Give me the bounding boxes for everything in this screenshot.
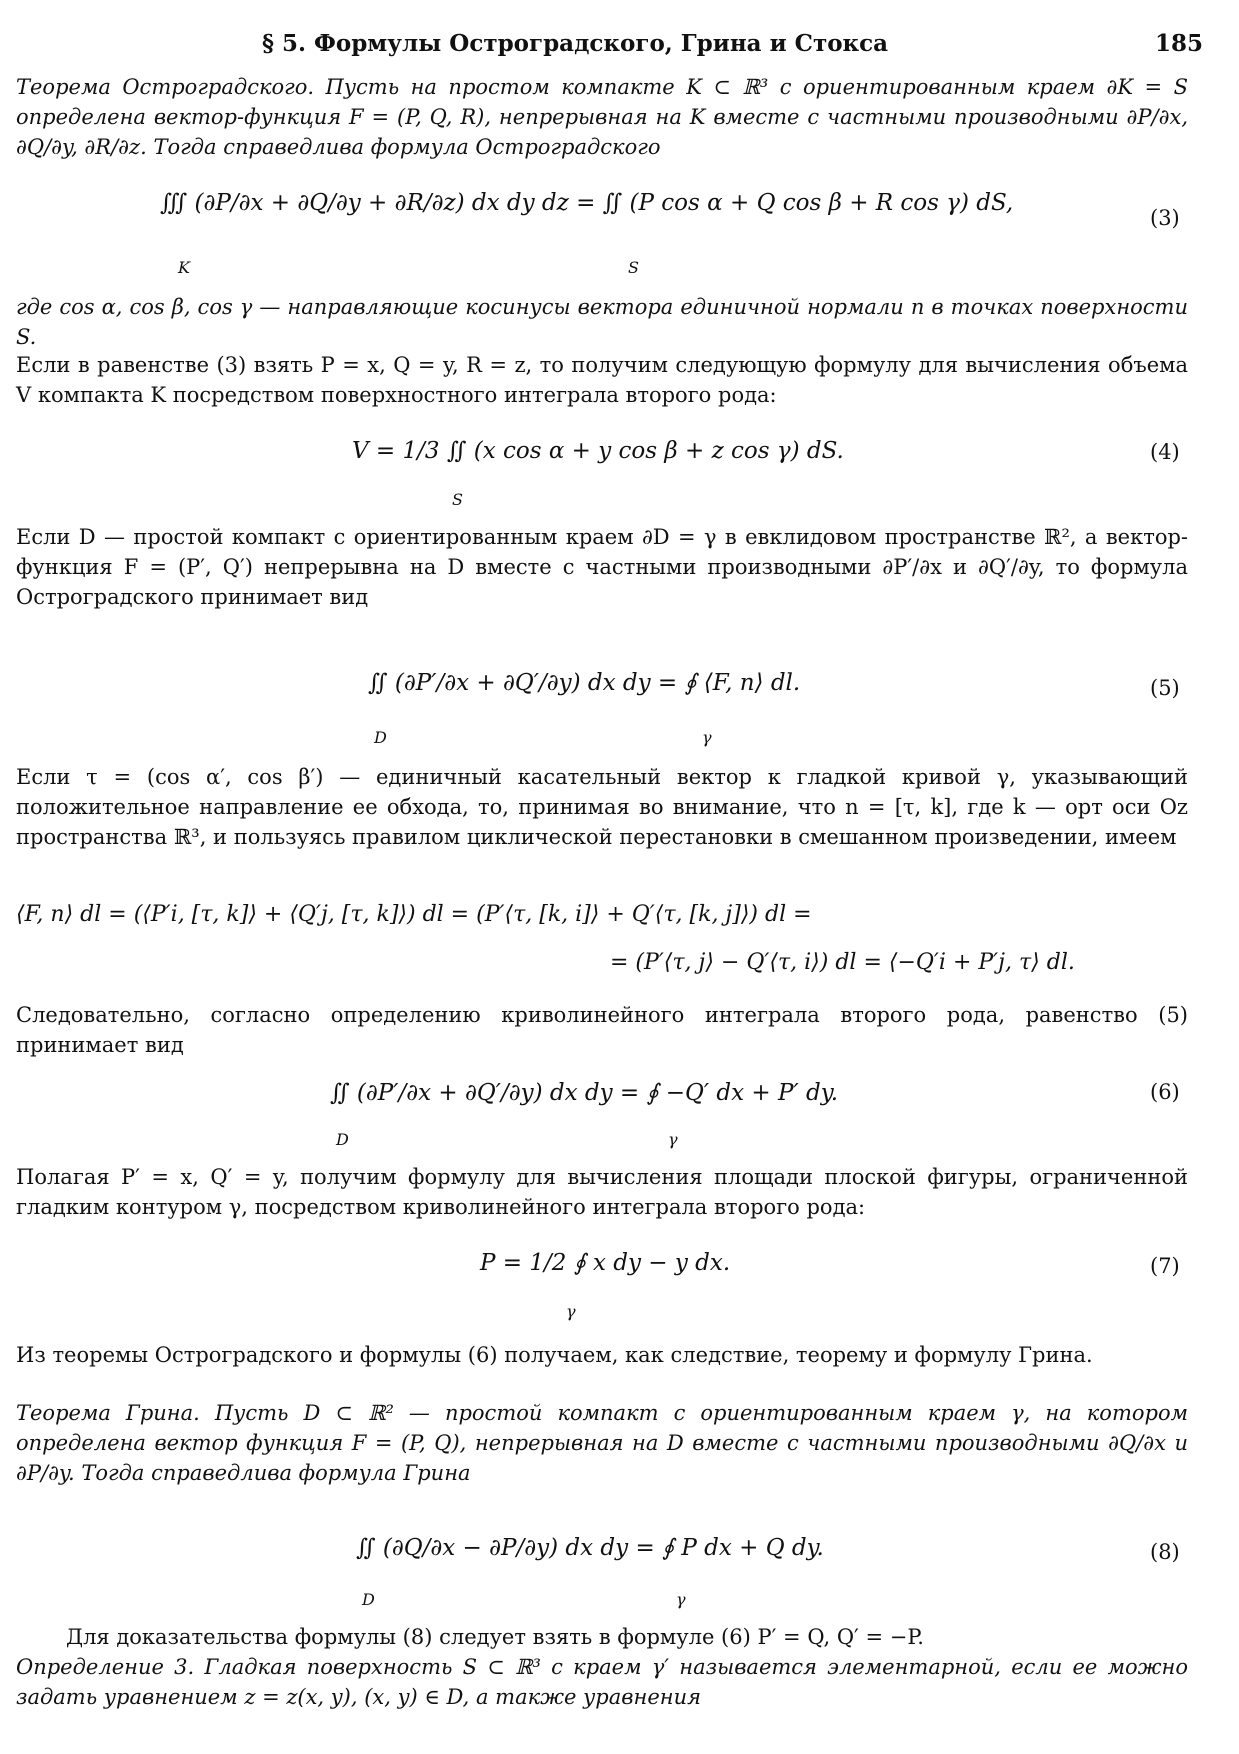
equation-number-5: (5) bbox=[1150, 676, 1180, 700]
formula-5-sub-d: D bbox=[374, 728, 387, 747]
formula-3-sub-k: K bbox=[178, 258, 190, 277]
definition-3: Определение 3. Гладкая поверхность S ⊂ ℝ³ с краем γ′ называется элементарной, если ее можно задать уравнением z = z(x, y), (x, y) ∈ D, а также уравнения bbox=[16, 1655, 1188, 1709]
page-number: 185 bbox=[1155, 30, 1204, 57]
equation-number-4: (4) bbox=[1150, 440, 1180, 464]
paragraph-area-intro: Полагая P′ = x, Q′ = y, получим формулу для вычисления площади плоской фигуры, ограниченной гладким контуром γ, посредством криволинейного интеграла второго рода: bbox=[16, 1165, 1188, 1219]
formula-8-sub-d: D bbox=[362, 1590, 375, 1609]
formula-6-sub-d: D bbox=[336, 1130, 349, 1149]
equation-number-3: (3) bbox=[1150, 206, 1180, 230]
paragraph-proof-note: Для доказательства формулы (8) следует взять в формуле (6) P′ = Q, Q′ = −P. bbox=[66, 1625, 924, 1649]
paragraph-volume-intro: Если в равенстве (3) взять P = x, Q = y, R = z, то получим следующую формулу для вычисления объема V компакта K посредством поверхностного интеграла второго рода: bbox=[16, 353, 1188, 407]
running-header: § 5. Формулы Остроградского, Грина и Стокса bbox=[262, 30, 889, 57]
paragraph-green-corollary: Из теоремы Остроградского и формулы (6) получаем, как следствие, теорему и формулу Грина. bbox=[16, 1343, 1093, 1367]
formula-3: ∭ (∂P/∂x + ∂Q/∂y + ∂R/∂z) dx dy dz = ∬ (P cos α + Q cos β + R cos γ) dS, bbox=[160, 190, 1014, 216]
theorem-ostrogradsky: Теорема Остроградского. Пусть на простом компакте K ⊂ ℝ³ с ориентированным краем ∂K = S определена вектор-функция F = (P, Q, R), непрерывная на K вместе с частными производными ∂P/∂x, ∂Q/∂y, ∂R/∂z. Тогда справедлива формула Остроградского bbox=[16, 75, 1188, 159]
formula-7-sub-gamma: γ bbox=[566, 1302, 576, 1321]
formula-4-sub-s: S bbox=[452, 490, 463, 509]
paragraph-consequently: Следовательно, согласно определению криволинейного интеграла второго рода, равенство (5) принимает вид bbox=[16, 1003, 1188, 1057]
paragraph-tangent-vector: Если τ = (cos α′, cos β′) — единичный касательный вектор к гладкой кривой γ, указывающий положительное направление ее обхода, то, принимая во внимание, что n = [τ, k], где k — орт оси Oz пространства ℝ³, и пользуясь правилом циклической перестановки в смешанном произведении, имеем bbox=[16, 765, 1188, 849]
paragraph-plane-case: Если D — простой компакт с ориентированным краем ∂D = γ в евклидовом пространстве ℝ², а вектор-функция F = (P′, Q′) непрерывна на D вместе с частными производными ∂P′/∂x и ∂Q′/∂y, то формула Остроградского принимает вид bbox=[16, 525, 1188, 609]
formula-7: P = 1/2 ∮ x dy − y dx. bbox=[480, 1250, 731, 1276]
formula-5: ∬ (∂P′/∂x + ∂Q′/∂y) dx dy = ∮ ⟨F, n⟩ dl. bbox=[368, 670, 801, 696]
equation-number-8: (8) bbox=[1150, 1540, 1180, 1564]
formula-6: ∬ (∂P′/∂x + ∂Q′/∂y) dx dy = ∮ −Q′ dx + P′ dy. bbox=[330, 1080, 838, 1106]
paragraph-direction-cosines: где cos α, cos β, cos γ — направляющие косинусы вектора единичной нормали n в точках поверхности S. bbox=[16, 295, 1188, 349]
formula-8-sub-gamma: γ bbox=[676, 1590, 686, 1609]
formula-4: V = 1/3 ∬ (x cos α + y cos β + z cos γ) dS. bbox=[352, 438, 844, 464]
equation-number-6: (6) bbox=[1150, 1080, 1180, 1104]
equation-number-7: (7) bbox=[1150, 1254, 1180, 1278]
formula-3-sub-s: S bbox=[628, 258, 639, 277]
formula-6-sub-gamma: γ bbox=[668, 1130, 678, 1149]
theorem-green: Теорема Грина. Пусть D ⊂ ℝ² — простой компакт с ориентированным краем γ, на котором определена вектор функция F = (P, Q), непрерывная на D вместе с частными производными ∂Q/∂x и ∂P/∂y. Тогда справедлива формула Грина bbox=[16, 1401, 1188, 1485]
formula-derivation-line-1: ⟨F, n⟩ dl = (⟨P′i, [τ, k]⟩ + ⟨Q′j, [τ, k]⟩) dl = (P′⟨τ, [k, i]⟩ + Q′⟨τ, [k, j]⟩) dl = bbox=[16, 902, 812, 927]
formula-5-sub-gamma: γ bbox=[702, 728, 712, 747]
formula-8: ∬ (∂Q/∂x − ∂P/∂y) dx dy = ∮ P dx + Q dy. bbox=[356, 1535, 824, 1561]
formula-derivation-line-2: = (P′⟨τ, j⟩ − Q′⟨τ, i⟩) dl = ⟨−Q′i + P′j, τ⟩ dl. bbox=[610, 950, 1075, 975]
